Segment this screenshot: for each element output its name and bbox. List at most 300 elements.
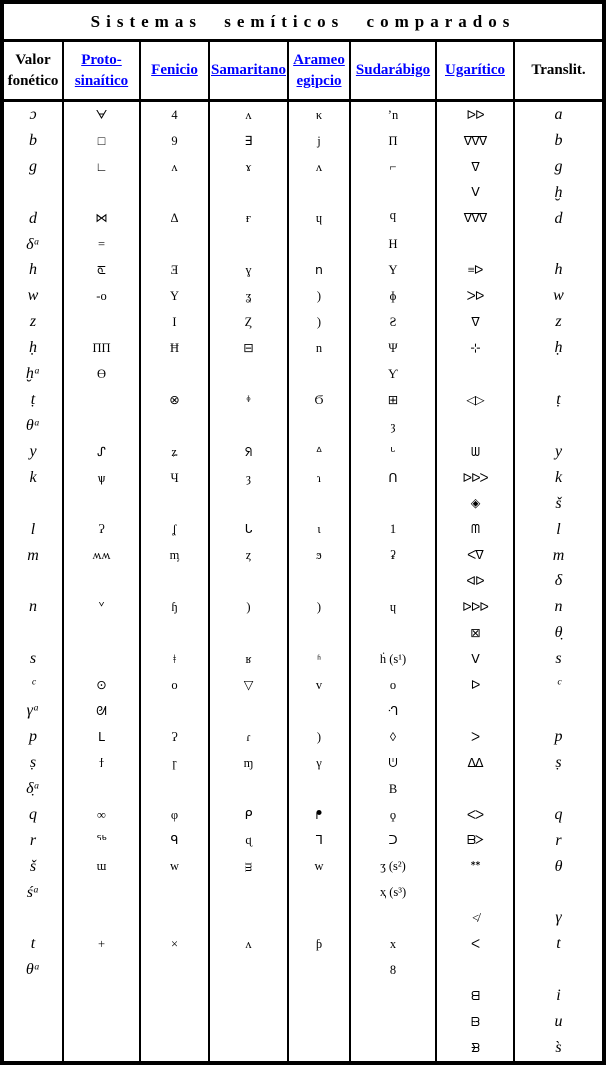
glyph-cell-samaritano	[210, 491, 289, 517]
glyph-cell-sudarabigo: ḣ (s¹)	[351, 646, 437, 672]
glyph-cell-samaritano	[210, 232, 289, 258]
glyph-cell-sudarabigo	[351, 491, 437, 517]
glyph-cell-ugaritico: ᐸᐁ	[437, 543, 515, 569]
glyph-cell-fenicio: ɼ	[141, 750, 210, 776]
glyph-cell-fenicio	[141, 491, 210, 517]
phonetic-value-cell: m	[4, 543, 64, 569]
transliteration-cell: ṭ	[556, 391, 561, 409]
glyph-cell-ugaritico: ⊠	[437, 620, 515, 646]
glyph-cell-fenicio: ʌ	[141, 154, 210, 180]
phonetic-value-cell: γᵃ	[4, 698, 64, 724]
glyph-cell-sudarabigo: x	[351, 931, 437, 957]
glyph-cell-samaritano: ∃	[210, 128, 289, 154]
glyph-cell-ugaritico: ᗹ	[437, 1009, 515, 1035]
column-header-samaritano[interactable]	[210, 42, 289, 102]
glyph-cell-ugaritico: ᕯ	[437, 854, 515, 880]
glyph-cell-fenicio	[141, 698, 210, 724]
glyph-cell-ugaritico: ᗷᐳ	[437, 828, 515, 854]
glyph-cell-sudarabigo	[351, 1009, 437, 1035]
glyph-cell-proto-sinaitico: ⋈	[64, 206, 141, 232]
transliteration-cell	[515, 232, 602, 258]
glyph-cell-sudarabigo: Η	[351, 232, 437, 258]
phonetic-value-cell	[4, 569, 64, 595]
glyph-cell-fenicio: Ħ	[141, 335, 210, 361]
glyph-cell-sudarabigo: ҳ (s³)	[351, 880, 437, 906]
glyph-cell-fenicio: φ	[141, 802, 210, 828]
transliteration-cell: ḥ	[554, 339, 563, 357]
glyph-cell-ugaritico: ᐯ	[437, 180, 515, 206]
glyph-cell-arameo-egipcio: γ	[289, 750, 351, 776]
phonetic-value-cell: ṣ	[4, 750, 64, 776]
transliteration-cell	[515, 698, 602, 724]
glyph-cell-arameo-egipcio: ʌ	[289, 154, 351, 180]
glyph-cell-ugaritico: ᐃᐃ	[437, 750, 515, 776]
glyph-cell-sudarabigo	[351, 983, 437, 1009]
glyph-cell-samaritano: ɣ	[210, 258, 289, 284]
transliteration-cell: t	[556, 935, 561, 953]
glyph-cell-samaritano: ▽	[210, 672, 289, 698]
glyph-cell-arameo-egipcio	[289, 232, 351, 258]
glyph-cell-samaritano	[210, 698, 289, 724]
glyph-cell-samaritano: ɾ	[210, 724, 289, 750]
glyph-cell-samaritano: ʓ	[210, 283, 289, 309]
glyph-cell-arameo-egipcio: )	[289, 283, 351, 309]
phonetic-value-cell: q	[4, 802, 64, 828]
glyph-cell-proto-sinaitico: ɯ	[64, 854, 141, 880]
transliteration-cell: z	[555, 313, 562, 331]
transliteration-cell: p	[554, 728, 563, 745]
phonetic-value-cell: š	[4, 854, 64, 880]
glyph-cell-arameo-egipcio: ʱ	[289, 646, 351, 672]
glyph-cell-sudarabigo: Ψ	[351, 335, 437, 361]
glyph-cell-ugaritico: ᐁᐁᐁ	[437, 128, 515, 154]
phonetic-value-cell: δ̣ᵃ	[4, 776, 64, 802]
glyph-cell-proto-sinaitico: ϴ	[64, 361, 141, 387]
glyph-cell-ugaritico: ᐸ	[437, 931, 515, 957]
column-header-link-ugaritico[interactable]: Ugarítico	[445, 62, 505, 79]
phonetic-value-cell: k	[4, 465, 64, 491]
column-header-proto-sinaitico[interactable]	[64, 42, 141, 102]
glyph-cell-samaritano: ʌ	[210, 931, 289, 957]
glyph-cell-proto-sinaitico	[64, 491, 141, 517]
glyph-cell-samaritano	[210, 569, 289, 595]
glyph-cell-samaritano: ᑭ	[210, 802, 289, 828]
glyph-cell-sudarabigo: 8	[351, 957, 437, 983]
glyph-cell-proto-sinaitico: ᗄ	[64, 102, 141, 128]
glyph-cell-arameo-egipcio: ո	[289, 258, 351, 284]
glyph-cell-ugaritico: ◁▷	[437, 387, 515, 413]
column-header-link-samaritano[interactable]: Samaritano	[211, 62, 286, 79]
glyph-cell-samaritano: ʁ	[210, 646, 289, 672]
glyph-cell-samaritano: ɋ	[210, 828, 289, 854]
glyph-cell-arameo-egipcio: )	[289, 724, 351, 750]
transliteration-cell: š	[555, 494, 562, 512]
transliteration-cell: d	[554, 209, 563, 227]
glyph-cell-fenicio: 9	[141, 128, 210, 154]
phonetic-value-cell	[4, 1035, 64, 1061]
phonetic-value-cell: t	[4, 931, 64, 957]
glyph-cell-ugaritico: ≡ᐅ	[437, 258, 515, 284]
transliteration-cell: a	[554, 105, 563, 123]
glyph-cell-samaritano	[210, 957, 289, 983]
glyph-cell-arameo-egipcio: v	[289, 672, 351, 698]
glyph-cell-arameo-egipcio	[289, 180, 351, 206]
glyph-cell-proto-sinaitico	[64, 620, 141, 646]
transliteration-cell: δ	[554, 572, 563, 590]
glyph-cell-samaritano: ᖆ	[210, 439, 289, 465]
glyph-cell-arameo-egipcio: ᴡ	[289, 854, 351, 880]
glyph-cell-arameo-egipcio: κ	[289, 102, 351, 128]
glyph-cell-proto-sinaitico: ᖞ	[64, 258, 141, 284]
glyph-cell-fenicio: I	[141, 309, 210, 335]
glyph-cell-ugaritico: ᐅ	[437, 672, 515, 698]
glyph-cell-samaritano: ɤ	[210, 154, 289, 180]
transliteration-cell: θ̣	[554, 624, 563, 642]
glyph-cell-sudarabigo: ⌐	[351, 154, 437, 180]
glyph-cell-ugaritico: ᗰ	[437, 517, 515, 543]
phonetic-value-cell: s	[4, 646, 64, 672]
glyph-cell-proto-sinaitico	[64, 646, 141, 672]
glyph-cell-fenicio	[141, 905, 210, 931]
glyph-cell-proto-sinaitico	[64, 1035, 141, 1061]
glyph-cell-fenicio: ᑫ	[141, 828, 210, 854]
transliteration-cell: b	[554, 131, 563, 149]
column-header-link-proto-sinaitico[interactable]: Proto- sinaítico	[74, 52, 129, 89]
glyph-cell-samaritano: Ȥ	[210, 309, 289, 335]
glyph-cell-proto-sinaitico	[64, 309, 141, 335]
glyph-cell-arameo-egipcio	[289, 905, 351, 931]
phonetic-value-cell	[4, 620, 64, 646]
glyph-cell-arameo-egipcio	[289, 569, 351, 595]
glyph-cell-fenicio: ᶆ	[141, 543, 210, 569]
glyph-cell-ugaritico	[437, 361, 515, 387]
transliteration-cell: s̀	[555, 1039, 562, 1057]
phonetic-value-cell: ɔ	[4, 102, 64, 128]
glyph-cell-sudarabigo	[351, 905, 437, 931]
glyph-cell-fenicio: Ч	[141, 465, 210, 491]
glyph-cell-sudarabigo: ʼn	[351, 102, 437, 128]
glyph-cell-ugaritico: ᐁᐁᐁ	[437, 206, 515, 232]
glyph-cell-ugaritico: ᗯ	[437, 439, 515, 465]
glyph-cell-fenicio	[141, 1009, 210, 1035]
glyph-cell-arameo-egipcio: ϳ	[289, 128, 351, 154]
glyph-cell-ugaritico: ᐅᐅᐅ	[437, 594, 515, 620]
glyph-cell-fenicio: ʆ	[141, 517, 210, 543]
glyph-cell-arameo-egipcio	[289, 1009, 351, 1035]
glyph-cell-arameo-egipcio	[289, 620, 351, 646]
glyph-cell-arameo-egipcio: ɩ	[289, 517, 351, 543]
glyph-cell-arameo-egipcio: ϧ	[289, 543, 351, 569]
glyph-cell-fenicio	[141, 361, 210, 387]
glyph-cell-ugaritico: ᐳᐅ	[437, 283, 515, 309]
glyph-cell-fenicio: Y	[141, 283, 210, 309]
phonetic-value-cell: śᵃ	[4, 880, 64, 906]
glyph-cell-sudarabigo: ᑐ	[351, 828, 437, 854]
phonetic-value-cell: ṭ	[4, 387, 64, 413]
glyph-cell-sudarabigo: ⊞	[351, 387, 437, 413]
glyph-cell-proto-sinaitico	[64, 880, 141, 906]
glyph-cell-arameo-egipcio	[289, 1035, 351, 1061]
glyph-cell-proto-sinaitico: ᔑ	[64, 439, 141, 465]
column-header-valor-fonetico: Valor fonético	[4, 42, 64, 102]
glyph-cell-sudarabigo	[351, 569, 437, 595]
glyph-cell-fenicio: Ɂ	[141, 724, 210, 750]
column-header-fenicio[interactable]	[141, 42, 210, 102]
transliteration-cell: r	[555, 831, 562, 849]
phonetic-value-cell: h	[4, 258, 64, 284]
glyph-cell-samaritano: ȝ	[210, 465, 289, 491]
glyph-cell-sudarabigo: 1	[351, 517, 437, 543]
glyph-cell-proto-sinaitico	[64, 413, 141, 439]
phonetic-value-cell: ḫᵃ	[4, 361, 64, 387]
glyph-cell-proto-sinaitico: ᖅ	[64, 828, 141, 854]
glyph-cell-ugaritico: ᗺ	[437, 983, 515, 1009]
transliteration-cell: h	[554, 261, 563, 279]
glyph-cell-proto-sinaitico: =	[64, 232, 141, 258]
glyph-cell-proto-sinaitico	[64, 387, 141, 413]
glyph-cell-sudarabigo: Π	[351, 128, 437, 154]
glyph-cell-sudarabigo	[351, 1035, 437, 1061]
glyph-cell-fenicio	[141, 413, 210, 439]
glyph-cell-proto-sinaitico: ∟	[64, 154, 141, 180]
glyph-cell-sudarabigo: ◊	[351, 724, 437, 750]
glyph-cell-fenicio: ⊗	[141, 387, 210, 413]
glyph-cell-sudarabigo	[351, 620, 437, 646]
glyph-cell-proto-sinaitico	[64, 957, 141, 983]
glyph-cell-sudarabigo: ᒡ	[351, 439, 437, 465]
transliteration-cell: k	[554, 468, 563, 486]
glyph-cell-samaritano	[210, 1009, 289, 1035]
glyph-cell-sudarabigo: ϥ	[351, 206, 437, 232]
glyph-cell-fenicio	[141, 880, 210, 906]
glyph-cell-sudarabigo: Ƨ	[351, 309, 437, 335]
phonetic-value-cell	[4, 983, 64, 1009]
phonetic-value-cell	[4, 491, 64, 517]
glyph-cell-sudarabigo: ϙ	[351, 802, 437, 828]
glyph-cell-samaritano: ⊟	[210, 335, 289, 361]
glyph-cell-arameo-egipcio	[289, 698, 351, 724]
transliteration-cell	[515, 361, 602, 387]
glyph-cell-sudarabigo	[351, 180, 437, 206]
transliteration-cell: γ	[555, 909, 562, 927]
glyph-cell-samaritano	[210, 413, 289, 439]
glyph-cell-fenicio	[141, 569, 210, 595]
glyph-cell-samaritano: ȥ	[210, 543, 289, 569]
phonetic-value-cell: ḥ	[4, 335, 64, 361]
glyph-cell-proto-sinaitico: ʍʍ	[64, 543, 141, 569]
transliteration-cell	[515, 957, 602, 983]
glyph-cell-fenicio: 4	[141, 102, 210, 128]
glyph-cell-samaritano	[210, 776, 289, 802]
glyph-cell-arameo-egipcio: ɿ	[289, 465, 351, 491]
glyph-cell-sudarabigo: ɥ	[351, 594, 437, 620]
glyph-cell-proto-sinaitico: ΠΠ	[64, 335, 141, 361]
glyph-cell-arameo-egipcio	[289, 776, 351, 802]
glyph-cell-fenicio	[141, 983, 210, 1009]
phonetic-value-cell: ᶜ	[4, 672, 64, 698]
glyph-cell-fenicio: ʑ	[141, 439, 210, 465]
column-header-sudarabigo[interactable]	[351, 42, 437, 102]
glyph-cell-arameo-egipcio	[289, 957, 351, 983]
glyph-cell-arameo-egipcio	[289, 880, 351, 906]
phonetic-value-cell	[4, 905, 64, 931]
glyph-cell-proto-sinaitico: ѱ	[64, 465, 141, 491]
glyph-cell-proto-sinaitico	[64, 1009, 141, 1035]
glyph-cell-sudarabigo: ʒ (s²)	[351, 854, 437, 880]
glyph-cell-arameo-egipcio	[289, 491, 351, 517]
glyph-cell-ugaritico: ◈	[437, 491, 515, 517]
glyph-cell-fenicio: ×	[141, 931, 210, 957]
glyph-cell-sudarabigo: ɸ	[351, 283, 437, 309]
column-header-link-arameo-egipcio[interactable]: Arameo egipcio	[293, 52, 345, 89]
glyph-cell-proto-sinaitico	[64, 776, 141, 802]
glyph-cell-samaritano	[210, 880, 289, 906]
transliteration-cell: y	[554, 442, 563, 460]
glyph-cell-ugaritico: ᐸᐳ	[437, 802, 515, 828]
glyph-cell-ugaritico: ᐅᐅᐳ	[437, 465, 515, 491]
transliteration-cell	[515, 776, 602, 802]
glyph-cell-ugaritico	[437, 957, 515, 983]
transliteration-cell: θ	[554, 857, 563, 875]
column-header-ugaritico[interactable]	[437, 42, 515, 102]
glyph-cell-proto-sinaitico: ⊙	[64, 672, 141, 698]
glyph-cell-proto-sinaitico	[64, 905, 141, 931]
glyph-cell-samaritano: ʌ	[210, 102, 289, 128]
phonetic-value-cell: θᵃ	[4, 413, 64, 439]
glyph-cell-proto-sinaitico: +	[64, 931, 141, 957]
transliteration-cell: g	[554, 157, 563, 175]
phonetic-value-cell: g	[4, 154, 64, 180]
glyph-cell-samaritano	[210, 905, 289, 931]
glyph-cell-fenicio: ǂ	[141, 646, 210, 672]
glyph-cell-fenicio: w	[141, 854, 210, 880]
transliteration-cell	[515, 413, 602, 439]
glyph-cell-samaritano	[210, 180, 289, 206]
glyph-cell-fenicio: o	[141, 672, 210, 698]
glyph-cell-samaritano: ᴟ	[210, 854, 289, 880]
transliteration-cell: s	[555, 650, 562, 668]
glyph-cell-arameo-egipcio: n	[289, 335, 351, 361]
glyph-cell-arameo-egipcio: ᒣ	[289, 828, 351, 854]
glyph-cell-arameo-egipcio	[289, 361, 351, 387]
glyph-cell-fenicio	[141, 776, 210, 802]
glyph-cell-arameo-egipcio: )	[289, 309, 351, 335]
glyph-cell-sudarabigo: B	[351, 776, 437, 802]
glyph-cell-arameo-egipcio: )	[289, 594, 351, 620]
glyph-cell-ugaritico: ᗽ	[437, 1035, 515, 1061]
glyph-cell-sudarabigo: Υ	[351, 258, 437, 284]
glyph-cell-ugaritico	[437, 413, 515, 439]
glyph-cell-fenicio: Δ	[141, 206, 210, 232]
glyph-cell-sudarabigo: ᒒ	[351, 698, 437, 724]
phonetic-value-cell: w	[4, 283, 64, 309]
phonetic-value-cell	[4, 1009, 64, 1035]
phonetic-value-cell: y	[4, 439, 64, 465]
transliteration-cell: q	[554, 805, 563, 823]
phonetic-value-cell: z	[4, 309, 64, 335]
column-header-translit: Translit.	[515, 42, 602, 102]
glyph-cell-proto-sinaitico: -o	[64, 283, 141, 309]
glyph-cell-proto-sinaitico: ᘛ	[64, 698, 141, 724]
glyph-cell-ugaritico	[437, 698, 515, 724]
glyph-cell-sudarabigo: o	[351, 672, 437, 698]
column-header-arameo-egipcio[interactable]	[289, 42, 351, 102]
glyph-cell-samaritano	[210, 1035, 289, 1061]
glyph-cell-proto-sinaitico: □	[64, 128, 141, 154]
column-header-link-fenicio[interactable]: Fenicio	[151, 62, 198, 79]
phonetic-value-cell: θᵃ	[4, 957, 64, 983]
phonetic-value-cell: n	[4, 594, 64, 620]
glyph-cell-proto-sinaitico: ∞	[64, 802, 141, 828]
glyph-cell-samaritano: ᒐ	[210, 517, 289, 543]
glyph-cell-arameo-egipcio	[289, 413, 351, 439]
phonetic-value-cell	[4, 180, 64, 206]
glyph-cell-samaritano: )	[210, 594, 289, 620]
phonetic-value-cell: r	[4, 828, 64, 854]
transliteration-cell: u	[554, 1013, 563, 1031]
glyph-cell-fenicio	[141, 957, 210, 983]
phonetic-value-cell: p	[4, 724, 64, 750]
glyph-cell-proto-sinaitico: Ɂ	[64, 517, 141, 543]
glyph-cell-ugaritico: ⊹	[437, 335, 515, 361]
glyph-cell-ugaritico	[437, 880, 515, 906]
glyph-cell-samaritano	[210, 620, 289, 646]
transliteration-cell: ᶜ	[556, 676, 561, 694]
transliteration-cell: l	[556, 520, 561, 538]
glyph-cell-sudarabigo: ȝ	[351, 413, 437, 439]
glyph-cell-ugaritico: ᐯ	[437, 646, 515, 672]
glyph-cell-samaritano: ᶲ	[210, 387, 289, 413]
glyph-cell-samaritano	[210, 361, 289, 387]
glyph-cell-arameo-egipcio: ᖰ	[289, 802, 351, 828]
glyph-cell-samaritano	[210, 983, 289, 1009]
glyph-cell-ugaritico	[437, 776, 515, 802]
glyph-cell-arameo-egipcio	[289, 983, 351, 1009]
glyph-cell-proto-sinaitico	[64, 569, 141, 595]
glyph-cell-proto-sinaitico	[64, 983, 141, 1009]
column-header-link-sudarabigo[interactable]: Sudarábigo	[355, 62, 431, 79]
glyph-cell-fenicio	[141, 180, 210, 206]
glyph-cell-fenicio: ɧ	[141, 594, 210, 620]
glyph-cell-ugaritico: ᐅᐅ	[437, 102, 515, 128]
glyph-cell-samaritano: ғ	[210, 206, 289, 232]
glyph-cell-fenicio	[141, 232, 210, 258]
glyph-cell-sudarabigo: Ƴ	[351, 361, 437, 387]
transliteration-cell: ḫ	[554, 183, 563, 201]
transliteration-cell: w	[553, 287, 564, 305]
glyph-cell-sudarabigo: ᑎ	[351, 465, 437, 491]
table-title: Sistemas semíticos comparados	[4, 4, 602, 42]
transliteration-cell: m	[552, 546, 565, 564]
phonetic-value-cell: δᵃ	[4, 232, 64, 258]
phonetic-value-cell: b	[4, 128, 64, 154]
glyph-cell-fenicio: Ǝ	[141, 258, 210, 284]
transliteration-cell: ṣ	[555, 753, 562, 771]
glyph-cell-ugaritico: ᐁ	[437, 154, 515, 180]
glyph-cell-arameo-egipcio: Ϭ	[289, 387, 351, 413]
phonetic-value-cell: l	[4, 517, 64, 543]
glyph-cell-proto-sinaitico: ᒪ	[64, 724, 141, 750]
glyph-cell-proto-sinaitico	[64, 180, 141, 206]
glyph-cell-ugaritico: ≮	[437, 905, 515, 931]
glyph-cell-proto-sinaitico: ᘁ	[64, 594, 141, 620]
transliteration-cell: i	[556, 987, 561, 1005]
glyph-cell-arameo-egipcio: ɥ	[289, 206, 351, 232]
glyph-cell-arameo-egipcio: ᐞ	[289, 439, 351, 465]
glyph-cell-fenicio	[141, 620, 210, 646]
glyph-cell-sudarabigo: ᕫ	[351, 750, 437, 776]
transliteration-cell: n	[554, 598, 563, 616]
